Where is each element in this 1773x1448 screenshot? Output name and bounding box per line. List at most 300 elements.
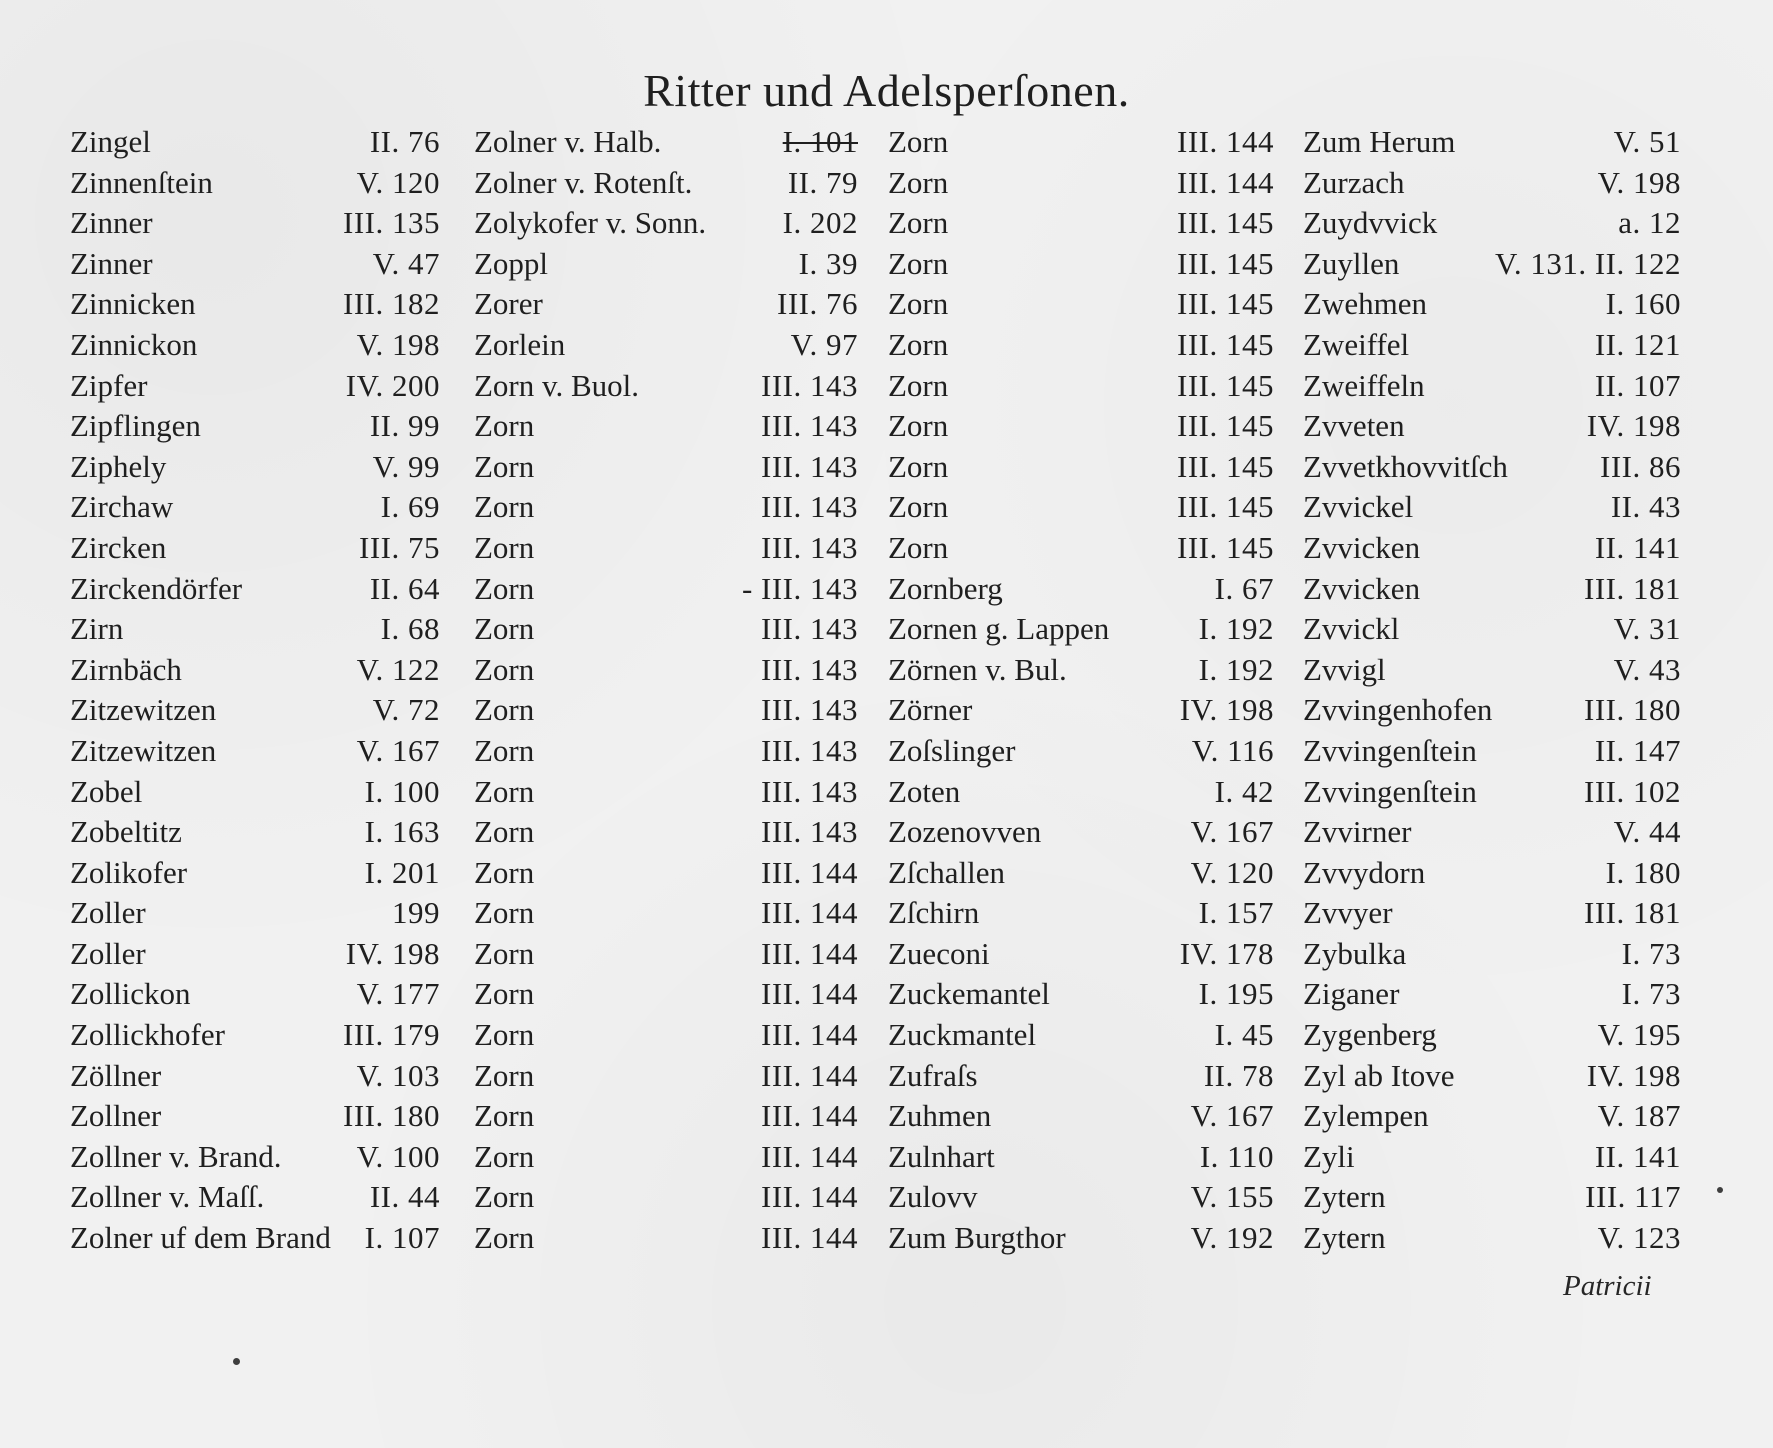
entry-name: Zobeltitz <box>70 814 182 850</box>
entry-reference: II. 79 <box>787 164 858 200</box>
entry-name: Zvvicken <box>1303 570 1421 606</box>
entry-reference: V. 116 <box>1191 732 1274 768</box>
entry-reference: I. 45 <box>1214 1017 1274 1053</box>
entry-reference: V. 120 <box>356 164 440 200</box>
index-entry <box>888 569 1274 610</box>
entry-reference: I. 100 <box>364 773 440 809</box>
entry-reference: III. 145 <box>1177 205 1274 241</box>
entry-name: Zorn <box>888 205 949 241</box>
index-entry <box>474 731 858 772</box>
entry-name: Zulovv <box>888 1179 978 1215</box>
entry-reference: III. 181 <box>1584 895 1681 931</box>
entry-reference: III. 180 <box>343 1098 440 1134</box>
entry-name: Zytern <box>1303 1179 1386 1215</box>
entry-reference: III. 144 <box>1177 124 1274 159</box>
catchword: Patricii <box>1563 1270 1652 1302</box>
index-entry <box>474 203 858 244</box>
entry-name: Zybulka <box>1303 935 1407 971</box>
entry-reference: a. 12 <box>1618 205 1681 241</box>
index-entry <box>70 812 440 853</box>
index-entry <box>474 772 858 813</box>
entry-name: Zorn <box>888 286 949 322</box>
entry-name: Zoller <box>70 935 146 971</box>
index-entry <box>474 487 858 528</box>
entry-reference: V. 192 <box>1190 1220 1274 1256</box>
index-entry <box>474 609 858 650</box>
index-entry <box>888 325 1274 366</box>
entry-name: Zvvickel <box>1303 489 1414 525</box>
index-entry <box>474 244 858 285</box>
index-entry <box>70 203 440 244</box>
index-entry <box>70 731 440 772</box>
entry-name: Zitzewitzen <box>70 692 217 728</box>
index-column-1 <box>70 122 440 1259</box>
entry-reference: V. 99 <box>372 448 440 484</box>
entry-reference: V. 198 <box>1597 164 1681 200</box>
entry-reference: V. 167 <box>356 732 440 768</box>
entry-reference: III. 179 <box>343 1017 440 1053</box>
index-entry <box>1303 1056 1681 1097</box>
entry-name: Zozenovven <box>888 814 1042 850</box>
index-entry <box>474 934 858 975</box>
entry-name: Zolykofer v. Sonn. <box>474 205 707 241</box>
entry-name: Zollner <box>70 1098 162 1134</box>
entry-reference: V. 51 <box>1613 124 1681 159</box>
index-entry <box>474 812 858 853</box>
entry-reference: V. 198 <box>356 326 440 362</box>
entry-name: Zvvingenſtein <box>1303 773 1477 809</box>
entry-name: Zorn <box>474 935 535 971</box>
index-entry <box>1303 284 1681 325</box>
entry-name: Zulnhart <box>888 1138 995 1174</box>
index-entry <box>70 1218 440 1259</box>
entry-name: Zornberg <box>888 570 1003 606</box>
index-entry <box>888 366 1274 407</box>
entry-reference: II. 141 <box>1594 529 1681 565</box>
entry-name: Zyl ab Itove <box>1303 1057 1455 1093</box>
entry-name: Zvvydorn <box>1303 854 1426 890</box>
entry-reference: III. 182 <box>343 286 440 322</box>
entry-name: Zweiffel <box>1303 326 1410 362</box>
entry-reference: III. 143 <box>761 489 858 525</box>
entry-name: Zorn <box>888 326 949 362</box>
entry-reference: III. 144 <box>761 976 858 1012</box>
entry-reference: I. 110 <box>1199 1138 1274 1174</box>
index-entry <box>474 325 858 366</box>
index-entry <box>474 528 858 569</box>
entry-reference: III. 143 <box>761 367 858 403</box>
index-entry <box>888 1137 1274 1178</box>
index-entry <box>888 406 1274 447</box>
entry-reference: I. 68 <box>380 611 440 647</box>
index-entry <box>1303 569 1681 610</box>
entry-reference: III. 143 <box>761 448 858 484</box>
entry-name: Zweiffeln <box>1303 367 1425 403</box>
entry-reference: I. 157 <box>1198 895 1274 931</box>
entry-name: Zorn <box>474 408 535 444</box>
index-entry <box>1303 325 1681 366</box>
entry-name: Zvvetkhovvitſch <box>1303 448 1508 484</box>
entry-reference: V. 167 <box>1190 814 1274 850</box>
entry-name: Zörnen v. Bul. <box>888 651 1067 687</box>
entry-reference: V. 100 <box>356 1138 440 1174</box>
entry-reference: V. 43 <box>1613 651 1681 687</box>
entry-name: Zirckendörfer <box>70 570 243 606</box>
entry-reference: III. 144 <box>761 1098 858 1134</box>
index-entry <box>888 1096 1274 1137</box>
entry-name: Zorn <box>474 570 535 606</box>
entry-reference: IV. 198 <box>1586 1057 1681 1093</box>
entry-name: Zvvicken <box>1303 529 1421 565</box>
entry-reference: V. 167 <box>1190 1098 1274 1134</box>
index-entry <box>70 406 440 447</box>
index-entry <box>888 244 1274 285</box>
entry-reference: III. 145 <box>1177 489 1274 525</box>
index-entry <box>888 690 1274 731</box>
entry-reference: I. 160 <box>1605 286 1681 322</box>
index-entry <box>1303 203 1681 244</box>
entry-reference: I. 201 <box>364 854 440 890</box>
entry-name: Zorn <box>474 1138 535 1174</box>
entry-reference: III. 144 <box>761 1220 858 1256</box>
entry-name: Zorn <box>474 448 535 484</box>
index-entry <box>70 284 440 325</box>
entry-reference: II. 76 <box>369 124 440 159</box>
index-entry <box>1303 690 1681 731</box>
entry-name: Zinnenſtein <box>70 164 213 200</box>
entry-reference: I. 107 <box>364 1220 440 1256</box>
entry-name: Zorn <box>474 489 535 525</box>
entry-reference: I. 42 <box>1214 773 1274 809</box>
index-entry <box>888 1218 1274 1259</box>
entry-reference: III. 145 <box>1177 529 1274 565</box>
entry-name: Zvvingenſtein <box>1303 732 1477 768</box>
index-entry <box>70 853 440 894</box>
entry-reference: V. 44 <box>1613 814 1681 850</box>
entry-reference: III. 76 <box>777 286 858 322</box>
entry-name: Zorn <box>474 1098 535 1134</box>
entry-name: Zorn <box>888 529 949 565</box>
entry-reference: III. 144 <box>1177 164 1274 200</box>
entry-name: Zircken <box>70 529 167 565</box>
entry-name: Zobel <box>70 773 143 809</box>
entry-name: Zorn <box>474 651 535 687</box>
entry-name: Zum Burgthor <box>888 1220 1066 1256</box>
entry-reference: III. 145 <box>1177 245 1274 281</box>
entry-reference: III. 181 <box>1584 570 1681 606</box>
index-entry <box>888 1177 1274 1218</box>
entry-reference: III. 144 <box>761 1179 858 1215</box>
entry-reference: IV. 198 <box>1586 408 1681 444</box>
ink-speck <box>233 1358 240 1365</box>
entry-reference: IV. 200 <box>345 367 440 403</box>
index-entry <box>70 366 440 407</box>
entry-name: Zorn <box>888 408 949 444</box>
entry-name: Zufraſs <box>888 1057 978 1093</box>
entry-name: Zitzewitzen <box>70 732 217 768</box>
index-entry <box>70 934 440 975</box>
entry-reference: III. 144 <box>761 1057 858 1093</box>
entry-reference: - III. 143 <box>741 570 858 606</box>
index-entry <box>1303 163 1681 204</box>
entry-reference: I. 202 <box>782 205 858 241</box>
index-entry <box>70 1056 440 1097</box>
ink-speck <box>1717 1187 1723 1193</box>
entry-name: Zvvingenhofen <box>1303 692 1493 728</box>
index-entry <box>70 244 440 285</box>
entry-name: Zorn <box>474 773 535 809</box>
entry-reference: III. 75 <box>359 529 440 565</box>
index-entry <box>474 650 858 691</box>
entry-name: Zolner v. Rotenſt. <box>474 164 693 200</box>
entry-reference: 199 <box>392 895 440 931</box>
entry-reference: III. 143 <box>761 529 858 565</box>
index-entry <box>474 974 858 1015</box>
index-entry <box>1303 812 1681 853</box>
entry-reference: I. 67 <box>1214 570 1274 606</box>
entry-reference: II. 64 <box>369 570 440 606</box>
entry-reference: IV. 198 <box>345 935 440 971</box>
entry-name: Zorn <box>474 611 535 647</box>
entry-name: Zolikofer <box>70 854 188 890</box>
entry-name: Ziphely <box>70 448 167 484</box>
entry-reference: V. 131. II. 122 <box>1494 245 1681 281</box>
entry-name: Zoppl <box>474 245 549 281</box>
index-entry <box>1303 366 1681 407</box>
entry-name: Zorn <box>474 854 535 890</box>
entry-name: Zuyllen <box>1303 245 1400 281</box>
entry-name: Zorn <box>888 448 949 484</box>
entry-name: Zinner <box>70 245 153 281</box>
index-entry <box>1303 1096 1681 1137</box>
entry-name: Zvveten <box>1303 408 1405 444</box>
entry-name: Zytern <box>1303 1220 1386 1256</box>
entry-reference: V. 47 <box>372 245 440 281</box>
entry-reference: V. 122 <box>356 651 440 687</box>
index-entry <box>1303 893 1681 934</box>
entry-name: Zirnbäch <box>70 651 182 687</box>
index-entry <box>474 163 858 204</box>
entry-reference: I. 192 <box>1198 611 1274 647</box>
index-entry <box>474 569 858 610</box>
entry-name: Ziganer <box>1303 976 1400 1012</box>
entry-name: Zorn <box>474 1057 535 1093</box>
index-entry <box>1303 1015 1681 1056</box>
entry-reference: III. 143 <box>761 814 858 850</box>
entry-name: Zipflingen <box>70 408 201 444</box>
entry-reference: V. 195 <box>1597 1017 1681 1053</box>
entry-reference: III. 180 <box>1584 692 1681 728</box>
index-entry <box>70 609 440 650</box>
entry-reference: I. 195 <box>1198 976 1274 1012</box>
entry-name: Zvvirner <box>1303 814 1412 850</box>
entry-name: Zoſslinger <box>888 732 1016 768</box>
entry-reference: III. 117 <box>1585 1179 1681 1215</box>
entry-name: Zolner uf dem Brand <box>70 1220 331 1256</box>
entry-reference: II. 107 <box>1594 367 1681 403</box>
index-entry <box>70 974 440 1015</box>
entry-reference: II. 99 <box>369 408 440 444</box>
index-entry <box>888 812 1274 853</box>
entry-name: Zorn <box>474 732 535 768</box>
entry-reference: II. 147 <box>1594 732 1681 768</box>
entry-reference: III. 144 <box>761 895 858 931</box>
index-entry <box>70 528 440 569</box>
index-column-4 <box>1303 122 1681 1259</box>
index-entry <box>888 772 1274 813</box>
entry-name: Zvvyer <box>1303 895 1393 931</box>
entry-reference: III. 143 <box>761 773 858 809</box>
entry-name: Zingel <box>70 124 151 159</box>
entry-reference: III. 102 <box>1584 773 1681 809</box>
entry-name: Zorn <box>474 529 535 565</box>
entry-reference: V. 97 <box>790 326 858 362</box>
entry-reference: V. 177 <box>356 976 440 1012</box>
index-entry <box>70 1177 440 1218</box>
entry-reference: III. 143 <box>761 408 858 444</box>
entry-reference: III. 145 <box>1177 408 1274 444</box>
entry-name: Zuckmantel <box>888 1017 1037 1053</box>
entry-reference: III. 145 <box>1177 367 1274 403</box>
entry-name: Zorn <box>474 1220 535 1256</box>
entry-name: Zorer <box>474 286 543 322</box>
index-entry <box>474 406 858 447</box>
entry-name: Zygenberg <box>1303 1017 1437 1053</box>
index-entry <box>70 772 440 813</box>
entry-name: Zuckemantel <box>888 976 1050 1012</box>
entry-reference: IV. 178 <box>1179 935 1274 971</box>
entry-name: Zollickon <box>70 976 191 1012</box>
entry-reference: I. 101 <box>782 124 858 159</box>
entry-reference: I. 192 <box>1198 651 1274 687</box>
entry-name: Zorn <box>474 976 535 1012</box>
entry-name: Zoten <box>888 773 961 809</box>
entry-reference: III. 86 <box>1600 448 1681 484</box>
index-entry <box>1303 853 1681 894</box>
index-entry <box>70 447 440 488</box>
index-entry <box>888 203 1274 244</box>
index-entry <box>1303 1218 1681 1259</box>
index-entry <box>888 853 1274 894</box>
entry-reference: II. 78 <box>1203 1057 1274 1093</box>
index-entry <box>888 284 1274 325</box>
index-entry <box>1303 447 1681 488</box>
entry-reference: III. 143 <box>761 732 858 768</box>
index-entry <box>474 893 858 934</box>
index-entry <box>1303 528 1681 569</box>
index-entry <box>888 1015 1274 1056</box>
entry-reference: IV. 198 <box>1179 692 1274 728</box>
index-entry <box>888 487 1274 528</box>
index-entry <box>474 122 858 163</box>
entry-reference: II. 43 <box>1610 489 1681 525</box>
entry-name: Zirn <box>70 611 124 647</box>
index-entry <box>1303 650 1681 691</box>
entry-reference: V. 31 <box>1613 611 1681 647</box>
index-entry <box>888 731 1274 772</box>
index-column-3 <box>888 122 1274 1259</box>
index-entry <box>888 974 1274 1015</box>
entry-name: Zollner v. Brand. <box>70 1138 282 1174</box>
entry-name: Zinnicken <box>70 286 196 322</box>
entry-reference: I. 180 <box>1605 854 1681 890</box>
index-entry <box>888 650 1274 691</box>
entry-name: Zornen g. Lappen <box>888 611 1110 647</box>
entry-name: Zorlein <box>474 326 566 362</box>
index-entry <box>474 1137 858 1178</box>
index-entry <box>888 609 1274 650</box>
index-entry <box>1303 244 1681 285</box>
index-entry <box>70 569 440 610</box>
index-entry <box>70 1096 440 1137</box>
index-entry <box>474 853 858 894</box>
index-entry <box>1303 934 1681 975</box>
entry-reference: I. 39 <box>798 245 858 281</box>
entry-name: Zirchaw <box>70 489 174 525</box>
index-entry <box>70 163 440 204</box>
entry-name: Zorn <box>474 814 535 850</box>
index-entry <box>1303 974 1681 1015</box>
index-entry <box>474 1015 858 1056</box>
index-entry <box>1303 609 1681 650</box>
entry-name: Zollner v. Maſſ. <box>70 1179 265 1215</box>
index-entry <box>888 447 1274 488</box>
entry-name: Zorn <box>888 367 949 403</box>
entry-name: Zwehmen <box>1303 286 1427 322</box>
entry-reference: V. 120 <box>1190 854 1274 890</box>
entry-reference: III. 135 <box>343 205 440 241</box>
entry-name: Zolner v. Halb. <box>474 124 662 159</box>
index-entry <box>474 690 858 731</box>
entry-reference: III. 144 <box>761 1017 858 1053</box>
index-entry <box>1303 487 1681 528</box>
index-entry <box>70 650 440 691</box>
index-entry <box>474 1218 858 1259</box>
index-entry <box>1303 1137 1681 1178</box>
entry-reference: V. 103 <box>356 1057 440 1093</box>
index-entry <box>888 893 1274 934</box>
entry-name: Zſchallen <box>888 854 1006 890</box>
entry-name: Zorn <box>474 1017 535 1053</box>
index-entry <box>1303 772 1681 813</box>
index-entry <box>1303 406 1681 447</box>
entry-name: Zurzach <box>1303 164 1405 200</box>
index-entry <box>70 487 440 528</box>
index-entry <box>888 1056 1274 1097</box>
index-entry <box>888 122 1274 163</box>
entry-reference: III. 144 <box>761 935 858 971</box>
entry-name: Zvvigl <box>1303 651 1386 687</box>
page-heading: Ritter und Adelsperſonen. <box>643 65 1130 116</box>
entry-name: Zorn <box>474 895 535 931</box>
index-column-2 <box>474 122 858 1259</box>
entry-reference: I. 73 <box>1621 935 1681 971</box>
index-entry <box>888 934 1274 975</box>
index-entry <box>70 690 440 731</box>
entry-reference: II. 121 <box>1594 326 1681 362</box>
entry-name: Zollickhofer <box>70 1017 225 1053</box>
entry-name: Zum Herum <box>1303 124 1456 159</box>
index-entry <box>888 163 1274 204</box>
entry-name: Zylempen <box>1303 1098 1429 1134</box>
entry-reference: II. 44 <box>369 1179 440 1215</box>
entry-reference: III. 143 <box>761 651 858 687</box>
entry-reference: III. 145 <box>1177 286 1274 322</box>
index-entry <box>474 284 858 325</box>
index-entry <box>1303 122 1681 163</box>
entry-name: Zöllner <box>70 1057 162 1093</box>
entry-reference: III. 145 <box>1177 448 1274 484</box>
